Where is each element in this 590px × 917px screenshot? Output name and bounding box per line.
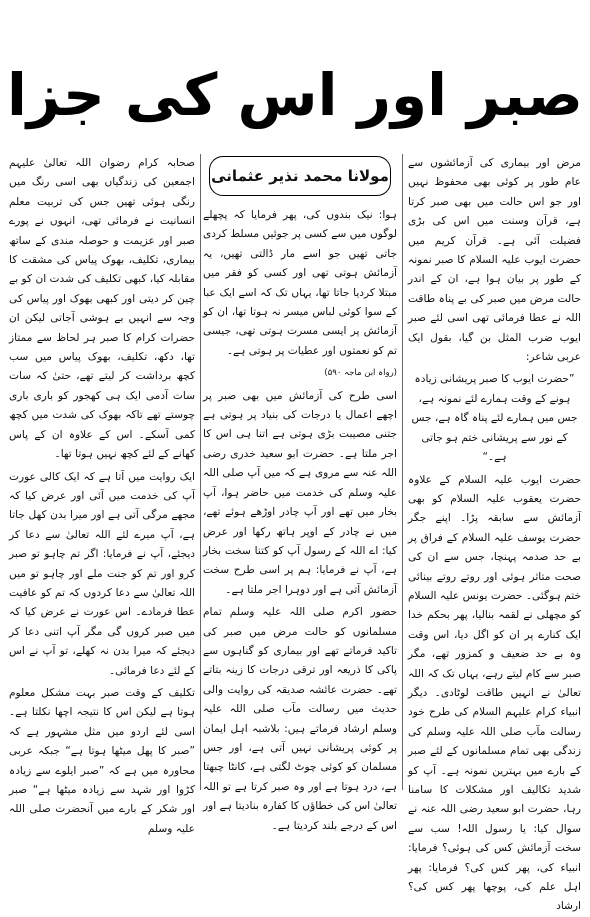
paragraph: ایک روایت میں آتا ہے کہ ایک کالی عورت آپ کی خدمت میں آئی اور عرض کیا کہ مجھے مرگی آتی ہے اور میرا بدن کھل جاتا ہے، آپ میرے لئے اللہ تعالیٰ سے دعا کر دیجئے، آپ نے فرمایا: اگر تم چاہو تو صبر کرو اور تم کو جنت ملے اور چاہو تو میں اللہ تعالیٰ سے دعا کردوں کہ تم کو عافیت عطا فرمادے۔ اس عورت نے عرض کیا کہ میں صبر کروں گی مگر آپ اتنی دعا کر دیجئے کہ میرا بدن نہ کھلے، تو آپ نے اس کے لئے دعا فرمائی۔ <box>9 470 195 677</box>
paragraph: صحابہ کرام رضوان اللہ تعالیٰ علیہم اجمعین کی زندگیاں بھی اسی رنگ میں رنگی ہوئی تھیں جس کی تربیت معلم انسانیت نے فرمائی تھی، انہوں نے پورے صبر اور عزیمت و حوصلہ مندی کے ساتھ بیماری، تکلیف، بھوک پیاس کی مشقت کا مقابلہ کیا، کبھی تکلیف کی شدت ان کو بے چین کر دیتی اور کبھی بھوک اور پیاس کی وجہ سے انہیں بے ہوشی آجاتی لیکن ان حضرات کرام کا صبر ہر لحاظ سے ممتاز تھا، دکھ، تکلیف، بھوک پیاس میں سب کچھ برداشت کر لیتے تھے، حتیٰ کہ سات سات آدمی ایک ہی کھجور کو باری باری چوستے تھے تاکہ بھوک کی شدت میں کچھ کمی آسکے۔ اس کے علاوہ ان کے پاس کھانے کے لئے کچھ نہیں ہوتا تھا۔ <box>9 157 195 461</box>
paragraph: حضرت ایوب علیہ السلام کے علاوہ حضرت یعقوب علیہ السلام کو بھی آزمائش سے سابقہ پڑا۔ اپنے جگر حضرت یوسف علیہ السلام کے فراق پر بے حد صدمہ پہنچا، جس سے ان کی صحت متاثر ہوئی اور روتے روتے بینائی ختم ہوگئی۔ حضرت یونس علیہ السلام کو مچھلی نے لقمہ بنالیا، پھر بحکم خدا ایک کنارے پر ان کو اگل دیا، اس وقت وہ بے حد ضعیف و کمزور تھے، مگر صبر سے کام لیتے رہے، یہاں تک کہ اللہ تعالیٰ نے انہیں طاقت لوٹادی۔ دیگر انبیاء کرام علیہم السلام کی طرح خود رسالت مآب صلی اللہ علیہ وسلم کی زندگی بھی تمام مسلمانوں کے لئے صبر کے بارے میں بہترین نمونہ ہے۔ آپ کو شدید تکالیف اور مشکلات کا سامنا رہا، حضرت ابو سعید رضی اللہ عنہ نے سوال کیا: یا رسول اللہ! سب سے سخت آزمائش کس کی ہوئی؟ فرمایا: انبیاء کی، پھر کس کی؟ فرمایا: پھر اہل علم کی، پوچھا پھر کس کی؟ ارشاد <box>408 473 581 913</box>
paragraph: اسی طرح کی آزمائش میں بھی صبر پر اچھے اعمال یا درجات کی بنیاد پر ہوتی ہے جتنی مصیبت بڑی ہوتی ہے اتنا ہی اس کا اجر ملتا ہے۔ حضرت ابو سعید خدری رضی اللہ عنہ سے مروی ہے کہ میں آپ صلی اللہ علیہ وسلم کی خدمت میں حاضر ہوا، آپ بخار میں تھے اور آپ چادر اوڑھے ہوئے تھے، میں نے چادر کے اوپر ہاتھ رکھا اور عرض کیا: اے اللہ کے رسول آپ کو کتنا سخت بخار ہے، آپ نے فرمایا: ہم پر اسی طرح سخت آزمائش آتی ہے اور دوہرا اجر ملتا ہے۔ <box>203 389 397 596</box>
author-byline-box <box>209 156 391 196</box>
paragraph: مرض اور بیماری کی آزمائشوں سے عام طور پر کوئی بھی محفوظ نہیں اور جو اس حالت میں بھی صبر کرتا ہے، قرآن وسنت میں اس کی بڑی فضیلت آئی ہے۔ قرآن کریم میں حضرت ایوب علیہ السلام کا صبر نمونہ کے طور پر بیان ہوا ہے، ان کے اندر حالت مرض میں صبر کی بے پناہ طاقت اللہ نے عطا فرمائی تھی اسی لئے صبر ایوب ضرب المثل بن گیا، بقول ایک عربی شاعر: <box>408 157 581 364</box>
column-divider <box>200 154 201 790</box>
hadith-reference: (رواہ ابن ماجہ ۵۹۰) <box>324 368 397 379</box>
article-column-left <box>9 154 195 835</box>
article-title: صبر اور اس کی جزا <box>7 61 583 129</box>
column-divider <box>402 154 403 790</box>
poem-quote: ”حضرت ایوب کا صبر پریشانی زیادہ ہونے کے وقت ہمارے لئے نمونہ ہے، جس میں ہمارے لئے پناہ گاہ ہے، جس کے نور سے پریشانی ختم ہو جاتی ہے۔“ <box>411 373 578 464</box>
author-name: مولانا محمد نذیر عثمانی <box>211 167 389 185</box>
paragraph: حضور اکرم صلی اللہ علیہ وسلم تمام مسلمانوں کو حالت مرض میں صبر کی تاکید فرماتے تھے اور بیماری کو گناہوں سے پاکی کا ذریعہ اور ترقی درجات کا زینہ بتاتے تھے۔ حضرت عائشہ صدیقہ کی روایت والی حدیث میں رسالت مآب صلی اللہ علیہ وسلم ارشاد فرماتے ہیں: بلاشبہ اہل ایمان پر کوئی پریشانی نہیں آتی ہے، اور جس مسلمان کو کوئی چوٹ لگتی ہے، کانٹا چبھتا ہے، درد ہوتا ہے اور وہ صبر کرتا ہے تو اللہ تعالیٰ اس کی خطاؤں کا کفارہ بنادیتا ہے اور اس کے درجے بلند کردیتا ہے۔ <box>203 606 397 832</box>
article-column-right <box>408 154 581 913</box>
paragraph: ہوا: نیک بندوں کی، پھر فرمایا کہ پچھلے لوگوں میں سے کسی پر جوئیں مسلط کردی جاتی تھیں جو اسے مار ڈالتی تھیں، یہ آزمائش ہوتی تھی اور کسی کو فقر میں مبتلا کردیا جاتا تھا، یہاں تک کہ اسے ایک عبا کے سوا کوئی لباس میسر نہ ہوتا تھا، ان کو آزمائش پر ایسی مسرت ہوتی تھی، جیسی تم کو نعمتوں اور عطیات پر ہوتی ہے۔ <box>203 209 397 357</box>
article-column-middle <box>203 154 397 832</box>
paragraph: تکلیف کے وقت صبر بہت مشکل معلوم ہوتا ہے لیکن اس کا نتیجہ اچھا نکلتا ہے۔ اسی لئے اردو میں مثل مشہور ہے کہ ”صبر کا پھل میٹھا ہوتا ہے“ جبکہ عربی محاورہ میں ہے کہ ”صبر ایلوے سے زیادہ کڑوا اور شہد سے زیادہ میٹھا ہے“ صبر اور شکر کے بارے میں آنحضرت صلی اللہ علیہ وسلم <box>9 686 195 835</box>
